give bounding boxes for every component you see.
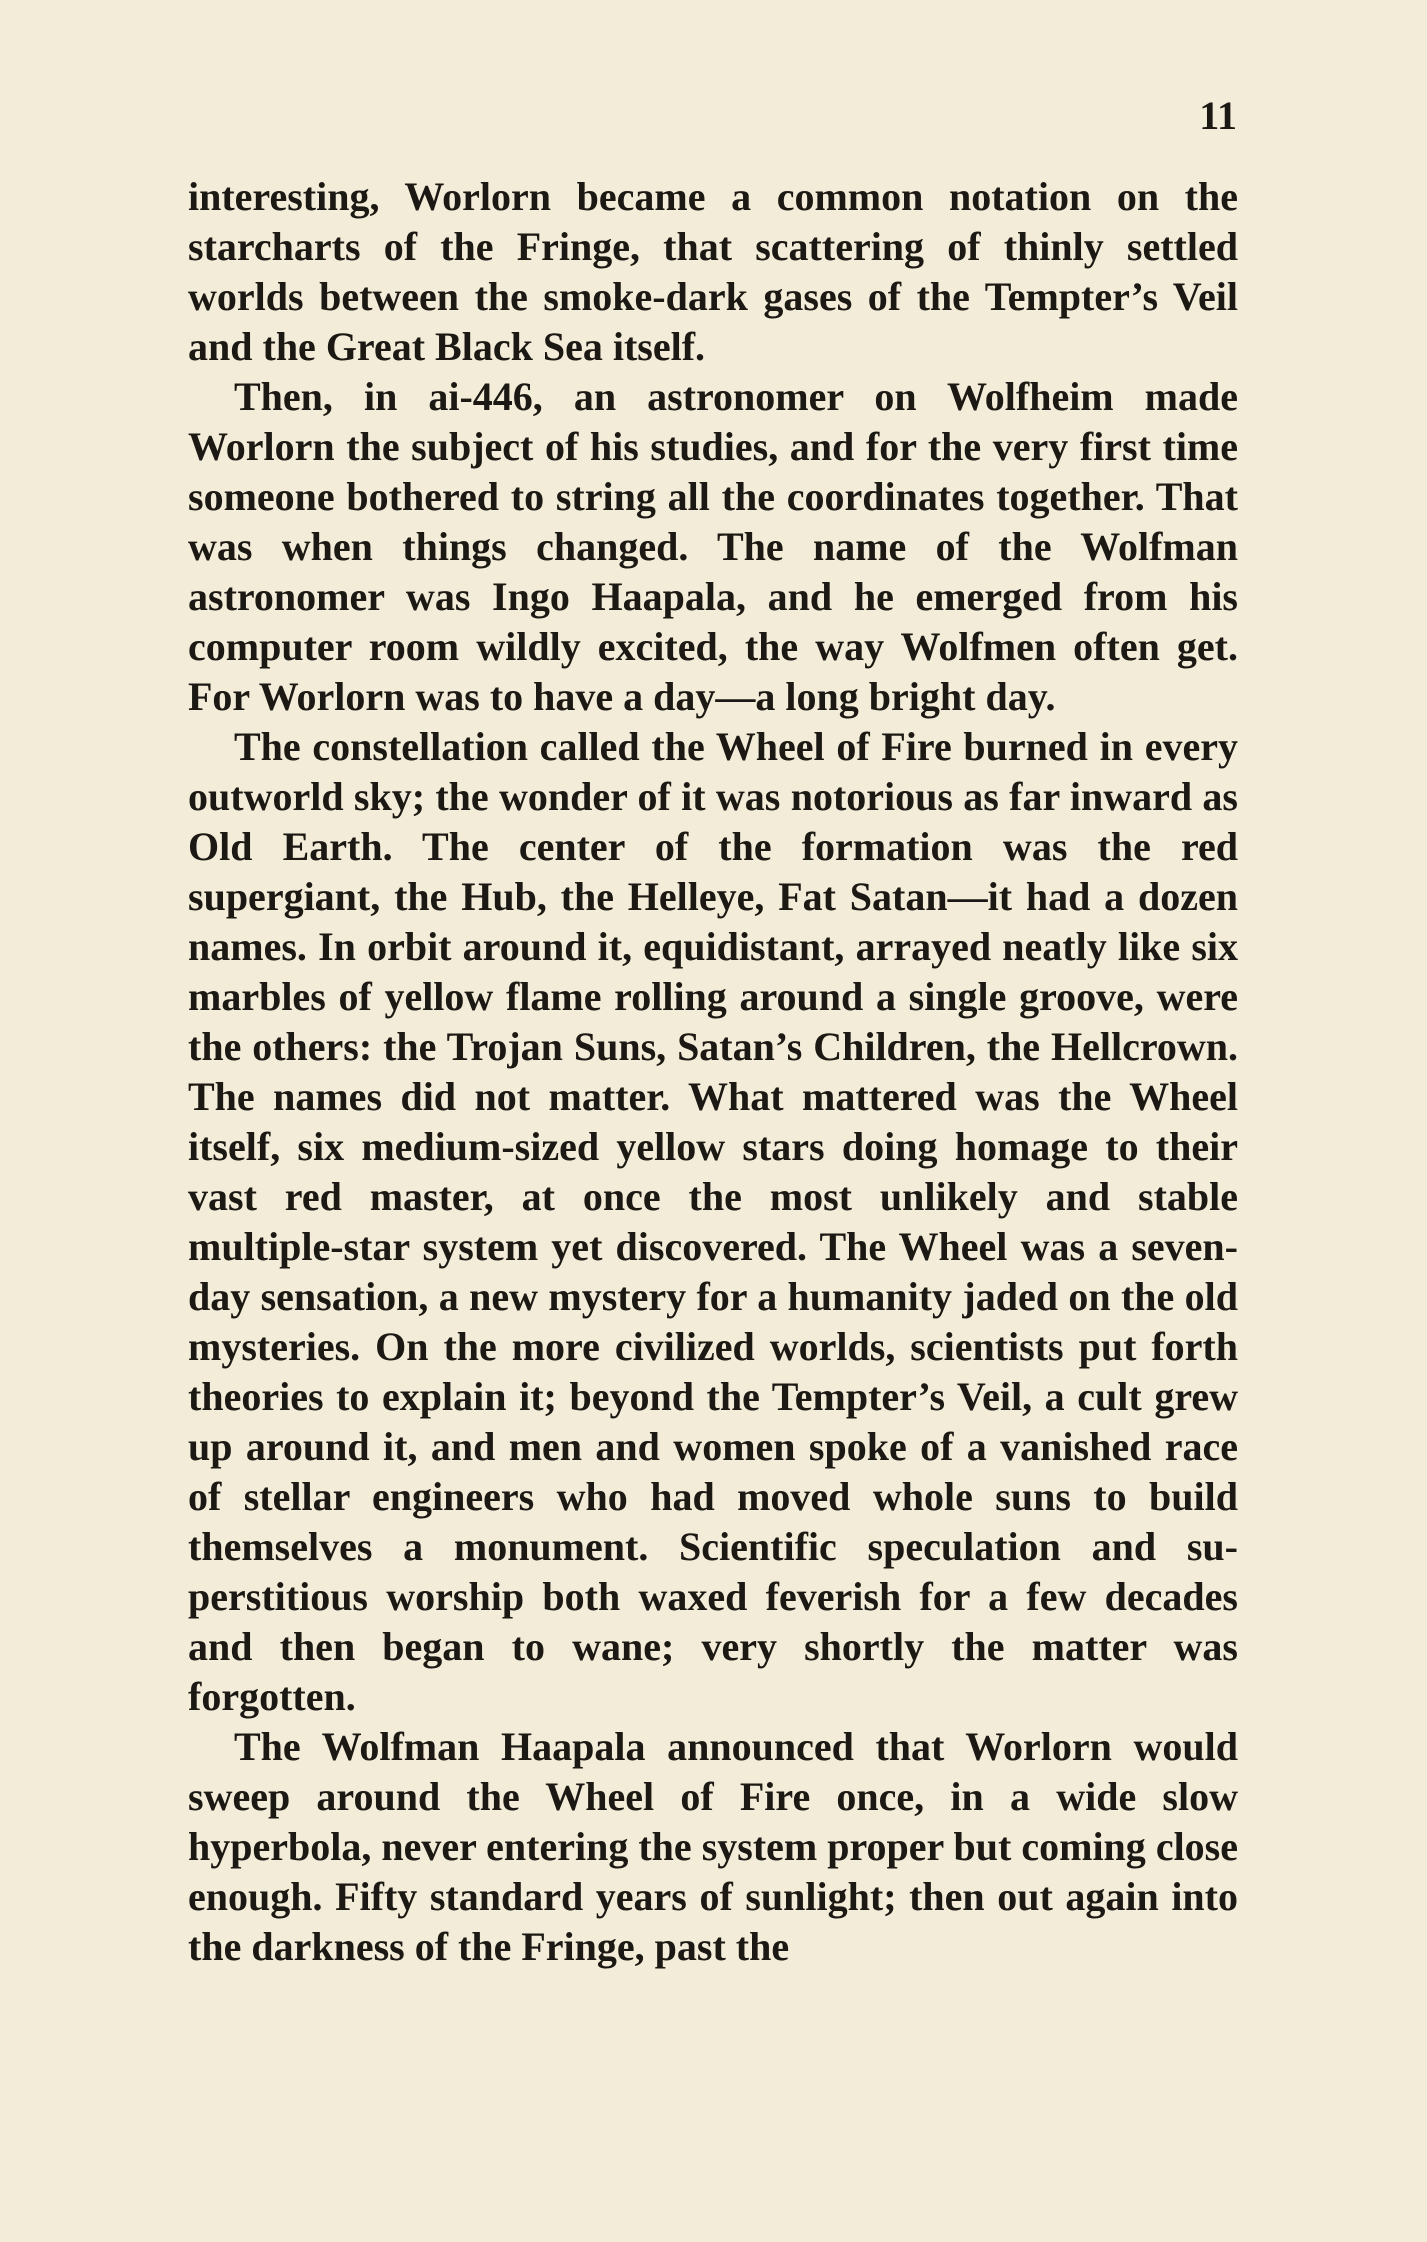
paragraph-4: The Wolfman Haapala announced that Worlorn would sweep around the Wheel of Fire once, in a wide slow hyperbola, never entering the system proper but coming close enough. Fifty standard years of sunlight; then out again into the darkness of the Fringe, past the: [188, 1724, 1238, 1969]
paragraph-1: interesting, Worlorn became a common notation on the starcharts of the Fringe, that scattering of thinly settled worlds between the smoke-dark gases of the Tempter’s Veil and the Great Black Sea itself.: [188, 174, 1238, 369]
paragraph-2: Then, in ai-446, an astronomer on Wolfheim made Worlorn the subject of his studies, and for the very first time someone bothered to string all the coordinates together. That was when things changed. The name of the Wolfman astronomer was Ingo Haapala, and he emerged from his computer room wildly excited, the way Wolfmen often get. For Worlorn was to have a day—a long bright day.: [188, 374, 1238, 719]
page-number: 11: [1199, 93, 1237, 138]
body-text: [188, 172, 1238, 1972]
paragraph-3: The constellation called the Wheel of Fire burned in every outworld sky; the wonder of it was notorious as far inward as Old Earth. The center of the formation was the red supergiant, the Hub, the Helleye, Fat Satan—it had a dozen names. In orbit around it, equidistant, arrayed neatly like six marbles of yellow flame rolling around a single groove, were the others: the Trojan Suns, Satan’s Children, the Hellcrown. The names did not matter. What mattered was the Wheel itself, six medium-sized yellow stars doing homage to their vast red master, at once the most unlikely and stable multiple-star system yet discovered. The Wheel was a seven-day sensation, a new mystery for a humanity jaded on the old mysteries. On the more civilized worlds, scientists put forth theories to explain it; beyond the Tempter’s Veil, a cult grew up around it, and men and women spoke of a vanished race of stellar engineers who had moved whole suns to build themselves a monument. Scientific speculation and superstitious worship both waxed feverish for a few decades and then began to wane; very shortly the matter was forgotten.: [188, 724, 1238, 1719]
